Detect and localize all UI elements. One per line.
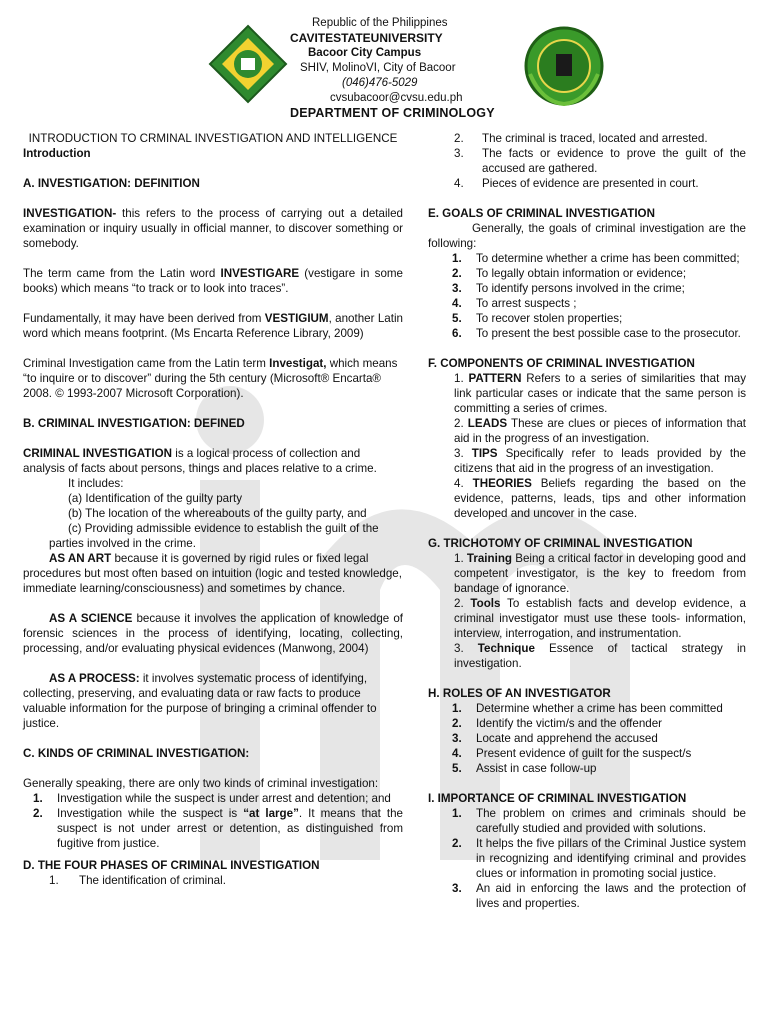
list-text: To establish facts and develop evidence, a criminal investigator must use these tools- information, interview, interrogation, and instrumentation. — [454, 597, 746, 640]
list-item — [454, 131, 746, 146]
list-text: Pieces of evidence are presented in court. — [482, 177, 699, 190]
list-number: 2. — [33, 807, 43, 820]
list-number: 2. — [452, 837, 462, 850]
list-number: 2. — [452, 267, 462, 280]
list-item — [452, 266, 746, 281]
header-university: CAVITESTATEUNIVERSITY — [290, 31, 443, 45]
section-g-list — [428, 551, 746, 671]
list-text: It helps the five pillars of the Criminal Justice system in recognizing and identifying criminal and provides clues or information in promoting social justice. — [476, 837, 746, 880]
text: , another Latin word which means footprint. (Ms Encarta Reference Library, 2009) — [23, 312, 403, 340]
section-a-para2 — [23, 266, 403, 296]
list-text: To identify persons involved in the crime; — [476, 282, 685, 295]
text: it involves systematic process of identifying, collecting, preserving, and evaluating data or raw facts to produce valuable information for the purpose of bringing a criminal offender to justice. — [23, 672, 377, 730]
list-item — [452, 731, 746, 746]
term: AS AN ART — [49, 552, 112, 565]
list-item — [454, 596, 746, 641]
list-number: 1. — [452, 252, 462, 265]
includes-item-b: (b) The location of the whereabouts of the guilty party, and — [68, 507, 367, 520]
list-item — [452, 716, 746, 731]
term: CRIMINAL INVESTIGATION — [23, 447, 173, 460]
list-item — [452, 746, 746, 761]
list-item — [452, 806, 746, 836]
list-text: Identify the victim/s and the offender — [476, 717, 663, 730]
right-column — [428, 131, 746, 911]
list-item — [454, 476, 746, 521]
text: is a logical process of collection and analysis of facts about persons, things and places relative to a crime. — [23, 447, 377, 475]
list-text: Locate and apprehend the accused — [476, 732, 658, 745]
term: “at large” — [243, 807, 299, 820]
section-c-list — [23, 791, 403, 851]
list-text: To determine whether a crime has been committed; — [476, 252, 740, 265]
letterhead — [0, 0, 768, 120]
term: PATTERN — [468, 372, 522, 385]
list-text: Specifically refer to leads provided by the citizens that aid in the progress of an investigation. — [454, 447, 746, 475]
list-number: 1. — [452, 807, 462, 820]
section-b-heading: B. CRIMINAL INVESTIGATION: DEFINED — [23, 417, 245, 430]
list-text: An aid in enforcing the laws and the protection of lives and properties. — [476, 882, 746, 910]
text: Investigation while the suspect is — [57, 807, 244, 820]
term: Training — [466, 552, 512, 565]
term: TIPS — [471, 447, 498, 460]
section-f-list — [428, 371, 746, 521]
section-d-list — [23, 873, 403, 888]
text: Criminal Investigation came from the Latin term — [23, 357, 270, 370]
list-text: Present evidence of guilt for the suspect/s — [476, 747, 692, 760]
section-g-heading: G. TRICHOTOMY OF CRIMINAL INVESTIGATION — [428, 537, 693, 550]
term: THEORIES — [472, 477, 532, 490]
list-text: To recover stolen properties; — [476, 312, 623, 325]
section-b-para1 — [23, 446, 403, 476]
list-text — [57, 806, 403, 851]
list-number: 4. — [454, 477, 464, 490]
section-i-list — [428, 806, 746, 911]
list-item — [33, 791, 403, 806]
list-number: 3. — [452, 732, 462, 745]
list-text: Determine whether a crime has been committed — [476, 702, 723, 715]
list-number: 2. — [454, 417, 464, 430]
term: INVESTIGATION- — [23, 207, 117, 220]
section-c-heading: C. KINDS OF CRIMINAL INVESTIGATION: — [23, 747, 250, 760]
header-campus: Bacoor City Campus — [308, 47, 422, 59]
text: which means “to inquire or to discover” during the 5th century (Microsoft® Encarta® 2008. © 1993-2007 Microsoft Corporation). — [23, 357, 398, 400]
term: VESTIGIUM — [264, 312, 329, 325]
header-phone: (046)476-5029 — [342, 77, 418, 89]
criminology-seal-icon — [522, 24, 606, 108]
list-item — [452, 881, 746, 911]
section-e-heading: E. GOALS OF CRIMINAL INVESTIGATION — [428, 207, 655, 220]
list-item — [33, 806, 403, 851]
list-number: 2. — [452, 717, 462, 730]
list-number: 1. — [33, 792, 43, 805]
list-number: 6. — [452, 327, 462, 340]
list-item — [454, 641, 746, 671]
list-item — [452, 836, 746, 881]
list-item — [452, 251, 746, 266]
list-item — [454, 416, 746, 446]
list-text: Essence of tactical strategy in investigation. — [454, 642, 746, 670]
section-d-heading: D. THE FOUR PHASES OF CRIMINAL INVESTIGATION — [23, 859, 320, 872]
list-number: 5. — [452, 762, 462, 775]
intro-heading: Introduction — [23, 147, 91, 160]
cvsu-seal-icon — [208, 24, 288, 104]
list-number: 1. — [454, 552, 464, 565]
term: AS A PROCESS: — [49, 672, 140, 685]
text: Fundamentally, it may have been derived from — [23, 312, 265, 325]
text: (vestigare in some books) which means “to track or to look into traces”. — [23, 267, 403, 295]
list-text: To legally obtain information or evidence; — [476, 267, 687, 280]
text: because it involves the application of knowledge of forensic sciences in the process of identifying, locating, collecting, processing, and/or evaluating physical evidences (Manwong, 2004) — [23, 612, 403, 655]
section-e-intro: Generally, the goals of criminal investigation are the following: — [428, 222, 746, 250]
header-email: cvsubacoor@cvsu.edu.ph — [330, 92, 463, 104]
list-text: Assist in case follow-up — [476, 762, 597, 775]
list-item — [49, 873, 403, 888]
list-item — [452, 701, 746, 716]
section-a-heading: A. INVESTIGATION: DEFINITION — [23, 177, 200, 190]
list-item — [454, 551, 746, 596]
section-a-para1 — [23, 206, 403, 251]
text: . It means that the suspect is not under arrest or detention, as distinguished from fugitive from justice. — [57, 807, 403, 850]
list-number: 2. — [454, 597, 464, 610]
list-text: Being a critical factor in developing good and competent investigator, is the key to freedom from bandage of ignorance. — [454, 552, 746, 595]
list-number: 5. — [452, 312, 462, 325]
list-item — [452, 311, 746, 326]
list-number: 3. — [452, 282, 462, 295]
term: Tools — [470, 597, 501, 610]
includes-item-c: (c) Providing admissible evidence to establish the guilt of the parties involved in the crime. — [49, 522, 379, 550]
header-address: SHIV, MolinoVI, City of Bacoor — [300, 62, 456, 74]
list-number: 3. — [452, 882, 462, 895]
term: LEADS — [467, 417, 508, 430]
list-number: 1. — [454, 372, 464, 385]
as-art-para — [23, 551, 403, 596]
list-text: The criminal is traced, located and arrested. — [482, 132, 708, 145]
list-number: 3. — [454, 147, 464, 160]
section-d-list-cont — [428, 131, 746, 191]
section-h-list — [428, 701, 746, 776]
section-c-intro: Generally speaking, there are only two kinds of criminal investigation: — [23, 777, 379, 790]
list-number: 4. — [452, 297, 462, 310]
section-i-heading: I. IMPORTANCE OF CRIMINAL INVESTIGATION — [428, 792, 687, 805]
list-text: Investigation while the suspect is under arrest and detention; and — [57, 792, 391, 805]
list-text: The identification of criminal. — [79, 874, 226, 887]
list-item — [452, 761, 746, 776]
list-text: These are clues or pieces of information that aid in the progress of an investigation. — [454, 417, 746, 445]
list-item — [454, 371, 746, 416]
term: Technique — [477, 642, 535, 655]
section-f-heading: F. COMPONENTS OF CRIMINAL INVESTIGATION — [428, 357, 695, 370]
list-number: 3. — [454, 447, 464, 460]
list-item — [452, 296, 746, 311]
list-text: The facts or evidence to prove the guilt of the accused are gathered. — [482, 147, 746, 175]
list-item — [452, 281, 746, 296]
list-number: 4. — [452, 747, 462, 760]
list-text: The problem on crimes and criminals should be carefully studied and provided with solutions. — [476, 807, 746, 835]
list-number: 2. — [454, 132, 464, 145]
text: this refers to the process of carrying out a detailed examination or inquiry usually in official manner, to discover something or somebody. — [23, 207, 403, 250]
list-text: Refers to a series of similarities that may link particular cases or indicate that the same person is committing a series of crimes. — [454, 372, 746, 415]
list-item — [454, 446, 746, 476]
left-column — [23, 131, 403, 888]
header-department: DEPARTMENT OF CRIMINOLOGY — [290, 106, 495, 120]
section-h-heading: H. ROLES OF AN INVESTIGATOR — [428, 687, 611, 700]
list-item — [452, 326, 746, 341]
section-e-list — [428, 251, 746, 341]
text: The term came from the Latin word — [23, 267, 221, 280]
list-item — [454, 176, 746, 191]
list-text: To present the best possible case to the prosecutor. — [476, 327, 741, 340]
includes-label: It includes: — [68, 477, 124, 490]
list-text: To arrest suspects ; — [476, 297, 577, 310]
as-process-para — [23, 671, 403, 731]
includes-item-a: (a) Identification of the guilty party — [68, 492, 242, 505]
list-number: 1. — [452, 702, 462, 715]
term: INVESTIGARE — [220, 267, 300, 280]
section-a-para4 — [23, 356, 403, 401]
document-title: INTRODUCTION TO CRMINAL INVESTIGATION AND INTELLIGENCE — [28, 132, 398, 145]
section-a-para3 — [23, 311, 403, 341]
text: because it is governed by rigid rules or fixed legal procedures but most often based on intuition (logic and tested knowledge, immediate learning/consciousness) and sometimes by chance. — [23, 552, 402, 595]
term: Investigat, — [269, 357, 327, 370]
as-science-para — [23, 611, 403, 656]
list-item — [454, 146, 746, 176]
list-number: 4. — [454, 177, 464, 190]
list-number: 3. — [454, 642, 464, 655]
list-number: 1. — [49, 874, 59, 887]
term: AS A SCIENCE — [49, 612, 133, 625]
header-republic: Republic of the Philippines — [312, 17, 448, 29]
list-text: Beliefs regarding the based on the evidence, patterns, leads, tips and other information developed and uncover in the case. — [454, 477, 746, 520]
